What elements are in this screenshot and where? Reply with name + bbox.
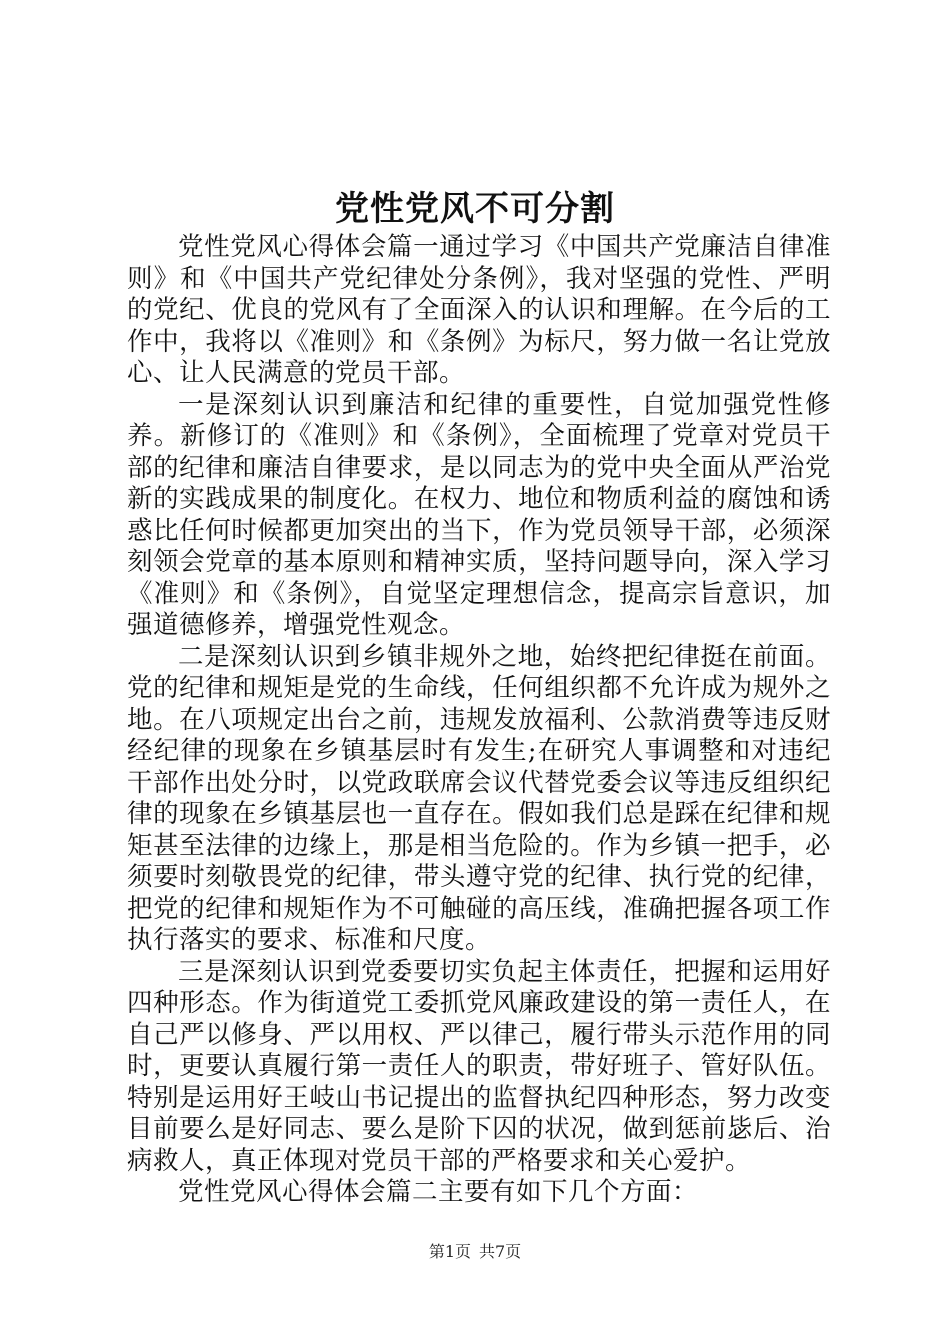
paragraph: 三是深刻认识到党委要切实负起主体责任，把握和运用好四种形态。作为街道党工委抓党风廉政建设的第一责任人，在自己严以修身、严以用权、严以律己，履行带头示范作用的同时，更要认真履行第一责任人的职责，带好班子、管好队伍。特别是运用好王岐山书记提出的监督执纪四种形态，努力改变目前要么是好同志、要么是阶下囚的状况，做到惩前毖后、治病救人，真正体现对党员干部的严格要求和关心爱护。: [127, 956, 831, 1176]
paragraph: 一是深刻认识到廉洁和纪律的重要性，自觉加强党性修养。新修订的《准则》和《条例》，全面梳理了党章对党员干部的纪律和廉洁自律要求，是以同志为的党中央全面从严治党新的实践成果的制度化。在权力、地位和物质利益的腐蚀和诱惑比任何时候都更加突出的当下，作为党员领导干部，必须深刻领会党章的基本原则和精神实质，坚持问题导向，深入学习《准则》和《条例》，自觉坚定理想信念，提高宗旨意识，加强道德修养，增强党性观念。: [127, 389, 831, 640]
page-number: 第1页: [428, 1242, 471, 1261]
document-title: 党性党风不可分割: [335, 189, 615, 229]
paragraph: 党性党风心得体会篇二主要有如下几个方面：: [178, 1177, 699, 1207]
document-body: [127, 232, 831, 1209]
page-footer: [0, 1240, 950, 1264]
page-total: 共7页: [479, 1242, 522, 1261]
paragraph: 党性党风心得体会篇一通过学习《中国共产党廉洁自律准则》和《中国共产党纪律处分条例》，我对坚强的党性、严明的党纪、优良的党风有了全面深入的认识和理解。在今后的工作中，我将以《准则》和《条例》为标尺，努力做一名让党放心、让人民满意的党员干部。: [127, 232, 831, 388]
paragraph: 二是深刻认识到乡镇非规外之地，始终把纪律挺在前面。党的纪律和规矩是党的生命线，任何组织都不允许成为规外之地。在八项规定出台之前，违规发放福利、公款消费等违反财经纪律的现象在乡镇基层时有发生;在研究人事调整和对违纪干部作出处分时，以党政联席会议代替党委会议等违反组织纪律的现象在乡镇基层也一直存在。假如我们总是踩在纪律和规矩甚至法律的边缘上，那是相当危险的。作为乡镇一把手，必须要时刻敬畏党的纪律，带头遵守党的纪律、执行党的纪律，把党的纪律和规矩作为不可触碰的高压线，准确把握各项工作执行落实的要求、标准和尺度。: [127, 641, 831, 955]
